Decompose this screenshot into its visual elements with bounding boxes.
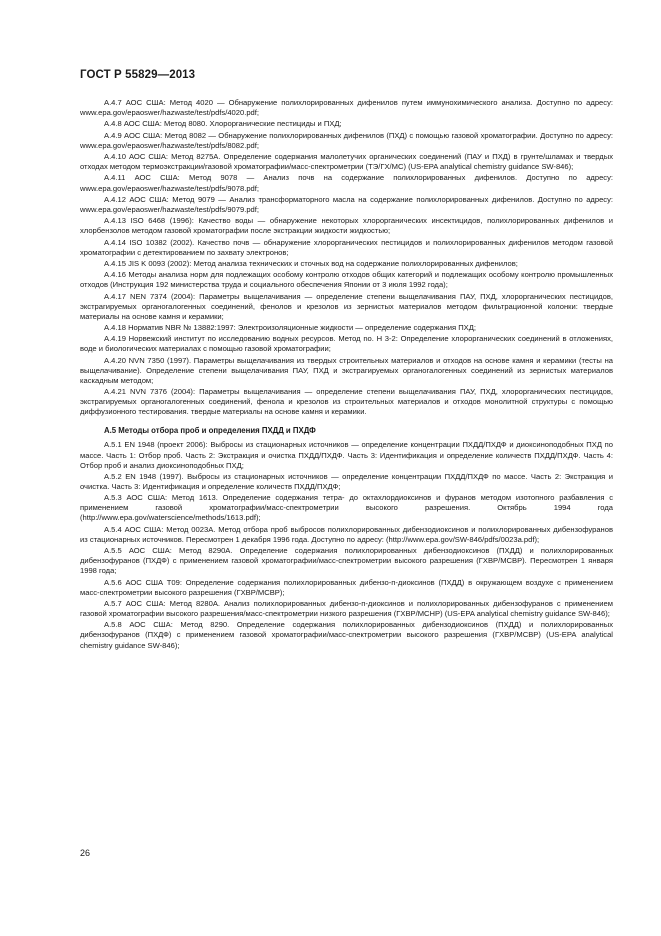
paragraph-a-4-14: А.4.14 ISO 10382 (2002). Качество почв — обнаружение хлорорганических пестицидов и полихлорированных дифенилов методом газовой хроматографии с детектированием по захвату электронов; xyxy=(80,237,613,257)
paragraph-a-5-8: А.5.8 АОС США: Метод 8290. Определение содержания полихлорированных дибензодиоксинов (ПХДД) и полихлорированных дибензофуранов (ПХДФ) с применением газовой хроматографии/масс-спектрометрии высокого разрешения (ГХВР/МСВР) (US-EPA analytical chemistry guidance SW-846); xyxy=(80,620,613,650)
paragraph-a-4-9: А.4.9 АОС США: Метод 8082 — Обнаружение полихлорированных дифенилов (ПХД) с помощью газовой хроматографии. Доступно по адресу: www.epa.gov/epaoswer/hazwaste/test/pdfs/8082.pdf; xyxy=(80,130,613,150)
section-heading-a-5: А.5 Методы отбора проб и определения ПХДД и ПХДФ xyxy=(104,426,316,436)
paragraph-a-4-16: А.4.16 Методы анализа норм для подлежащих особому контролю отходов общих категорий и подлежащих особому контролю промышленных отходов (Инструкция 192 министерства труда и социального обеспечения Японии от 3 июля 1992 года); xyxy=(80,270,613,290)
paragraph-a-5-5: А.5.5 АОС США: Метод 8290А. Определение содержания полихлорированных дибензодиоксинов (ПХДД) и полихлорированных дибензофуранов (ПХДФ) с применением газовой хроматографии/масс-спектрометрии высокого разрешения (ГХВР/МСВР). Пересмотрен 1 января 1998 года; xyxy=(80,546,613,576)
document-header: ГОСТ Р 55829—2013 xyxy=(80,69,196,81)
paragraph-a-5-4: А.5.4 АОС США: Метод 0023А. Метод отбора проб выбросов полихлорированных дибензодиоксинов и полихлорированных дибензофуранов из стационарных источников. Пересмотрен 1 декабря 1996 года. Доступно по адресу: (http://www.epa.gov/SW-846/pdfs/0023a.pdf); xyxy=(80,524,613,544)
paragraph-a-4-18: А.4.18 Норматив NBR № 13882:1997: Электроизоляционные жидкости — определение содержания ПХД; xyxy=(104,323,477,333)
page-number: 26 xyxy=(80,848,91,858)
paragraph-a-4-20: А.4.20 NVN 7350 (1997). Параметры выщелачивания из твердых строительных материалов и отходов на основе камня и керамики (тесты на выщелачивание). Определение степени выщелачивания ПАУ, ПХД и экстрагируемых органогалогенных соединений из зернистых материалов каскадным методом; xyxy=(80,355,613,385)
paragraph-a-4-15: А.4.15 JIS K 0093 (2002): Метод анализа технических и сточных вод на содержание полихлорированных дифенилов; xyxy=(104,258,518,268)
paragraph-a-5-6: А.5.6 АОС США Т09: Определение содержания полихлорированных дибензо-п-диоксинов (ПХДД) в окружающем воздухе с применением масс-спектрометрии высокого разрешения (ГХВР/МСВР); xyxy=(80,577,613,597)
paragraph-a-4-12: А.4.12 АОС США: Метод 9079 — Анализ трансформаторного масла на содержание полихлорированных дифенилов. Доступно по адресу: www.epa.gov/epaoswer/hazwaste/test/pdfs/9079.pdf; xyxy=(80,194,613,214)
paragraph-a-5-2: А.5.2 EN 1948 (1997). Выбросы из стационарных источников — определение концентрации ПХДД/ПХДФ по массе. Часть 2: Экстракция и очистка. Часть 3: Идентификация и определение количеств ПХДД/ПХДФ; xyxy=(80,471,613,491)
paragraph-a-4-8: А.4.8 АОС США: Метод 8080. Хлорорганические пестициды и ПХД; xyxy=(104,119,342,129)
paragraph-a-4-7: А.4.7 АОС США: Метод 4020 — Обнаружение полихлорированных дифенилов путем иммунохимического анализа. Доступно по адресу: www.epa.gov/epaoswer/hazwaste/test/pdfs/4020.pdf; xyxy=(80,98,613,118)
paragraph-a-5-7: А.5.7 АОС США: Метод 8280А. Анализ полихлорированных дибензо-п-диоксинов и полихлорированных дибензофуранов с применением газовой хроматографии высокого разрешения/масс-спектрометрии низкого разрешения (ГХВР/МСНР) (US-EPA analytical chemistry guidance SW-846); xyxy=(80,598,613,619)
paragraph-a-4-13: А.4.13 ISO 6468 (1996): Качество воды — обнаружение некоторых хлорорганических инсектицидов, полихлорированных дифенилов и хлорбензолов методом газовой хроматографии после экстракции жидкости жидкостью; xyxy=(80,216,613,236)
paragraph-a-4-11: А.4.11 АОС США: Метод 9078 — Анализ почв на содержание полихлорированных дифенилов. Доступно по адресу: www.epa.gov/epaoswer/hazwaste/test/pdfs/9078.pdf; xyxy=(80,173,613,193)
paragraph-a-4-17: А.4.17 NEN 7374 (2004): Параметры выщелачивания — определение степени выщелачивания ПАУ, ПХД, хлорорганических пестицидов, экстрагируемых органогалогенных соединений, фенолов и крезолов из зернистых материалов методом фильтрационной колонки: твердые материалы на основе камня и керамики; xyxy=(80,291,613,321)
paragraph-a-4-19: А.4.19 Норвежский институт по исследованию водных ресурсов. Метод no. H 3-2: Определение хлорорганических соединений в отложениях, воде и биологических материалах с помощью газовой хроматографии; xyxy=(80,334,613,354)
paragraph-a-5-1: А.5.1 EN 1948 (проект 2006): Выбросы из стационарных источников — определение концентрации ПХДД/ПХДФ и диоксиноподобных ПХД по массе. Часть 1: Отбор проб. Часть 2: Экстракция и очистка ПХДД/ПХДФ. Часть 3: Идентификация и определение количеств ПХДД/ПХДФ. Часть 4: Отбор проб и анализ диоксиноподобных ПХД; xyxy=(80,440,613,470)
paragraph-a-5-3: А.5.3 АОС США: Метод 1613. Определение содержания тетра- до октахлордиоксинов и фуранов методом изотопного разбавления с применением газовой хроматографии/масс-спектрометрии высокого разрешения. Октябрь 1994 года (http://www.epa.gov/waterscience/methods/1613.pdf); xyxy=(80,493,613,523)
document-body xyxy=(80,98,613,652)
paragraph-a-4-10: А.4.10 АОС США: Метод 8275А. Определение содержания малолетучих органических соединений (ПАУ и ПХД) в грунте/шламах и твердых отходах методом термоэкстракции/газовой хроматографии/масс-спектрометрии (ТЭ/ГХ/МС) (US-EPA analytical chemistry guidance SW-846); xyxy=(80,152,613,172)
paragraph-a-4-21: А.4.21 NVN 7376 (2004): Параметры выщелачивания — определение степени выщелачивания ПАУ, ПХД, хлорорганических пестицидов, экстрагируемых органогалогенных соединений, фенола и крезолов из строительных материалов и отходов монолитной структуры с помощью диффузионного тестирования. твердые материалы на основе камня и керамики. xyxy=(80,387,613,417)
